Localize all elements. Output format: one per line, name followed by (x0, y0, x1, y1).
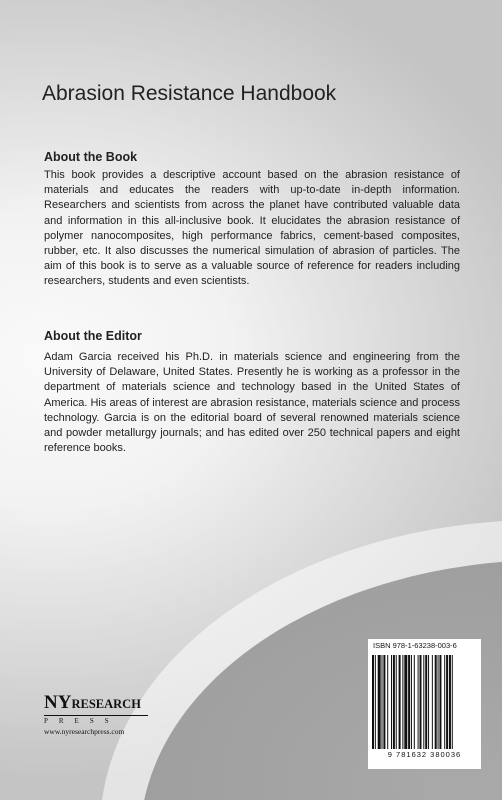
about-book-heading: About the Book (44, 150, 138, 164)
publisher-logo-prefix: NY (44, 692, 72, 713)
about-book-text: This book provides a descriptive account based on the abrasion resistance of materials and educates the readers with up-to-date in-depth information. Researchers and scientists from across the planet have contributed valuable data and information in this all-inclusive book. It elucidates the abrasion resistance of polymer nanocomposites, high performance fabrics, cement-based composites, rubber, etc. It also discusses the numerical simulation of abrasion of particles. The aim of this book is to serve as a valuable source of reference for readers including researchers, students and even scientists. (44, 169, 460, 288)
isbn-label: ISBN 978-1-63238-003-6 (373, 641, 457, 650)
publisher-logo (44, 693, 154, 725)
publisher-logo-sub: PRESS (44, 715, 148, 725)
publisher-website: www.nyresearchpress.com (44, 727, 125, 736)
publisher-logo-word: RESEARCH (71, 697, 141, 711)
about-editor-text: Adam Garcia received his Ph.D. in materials science and engineering from the University of Delaware, United States. Presently he is working as a professor in the department of materials science and technology based in the United States of America. His areas of interest are abrasion resistance, materials science and process technology. Garcia is on the editorial board of several renowned materials science and powder metallurgy journals; and has edited over 250 technical papers and eight reference books. (44, 351, 460, 455)
barcode-bars (372, 655, 477, 749)
barcode-number: 9 781632 380036 (387, 750, 462, 759)
about-editor-heading: About the Editor (44, 329, 142, 343)
book-title: Abrasion Resistance Handbook (42, 82, 337, 105)
barcode-panel (368, 639, 481, 769)
